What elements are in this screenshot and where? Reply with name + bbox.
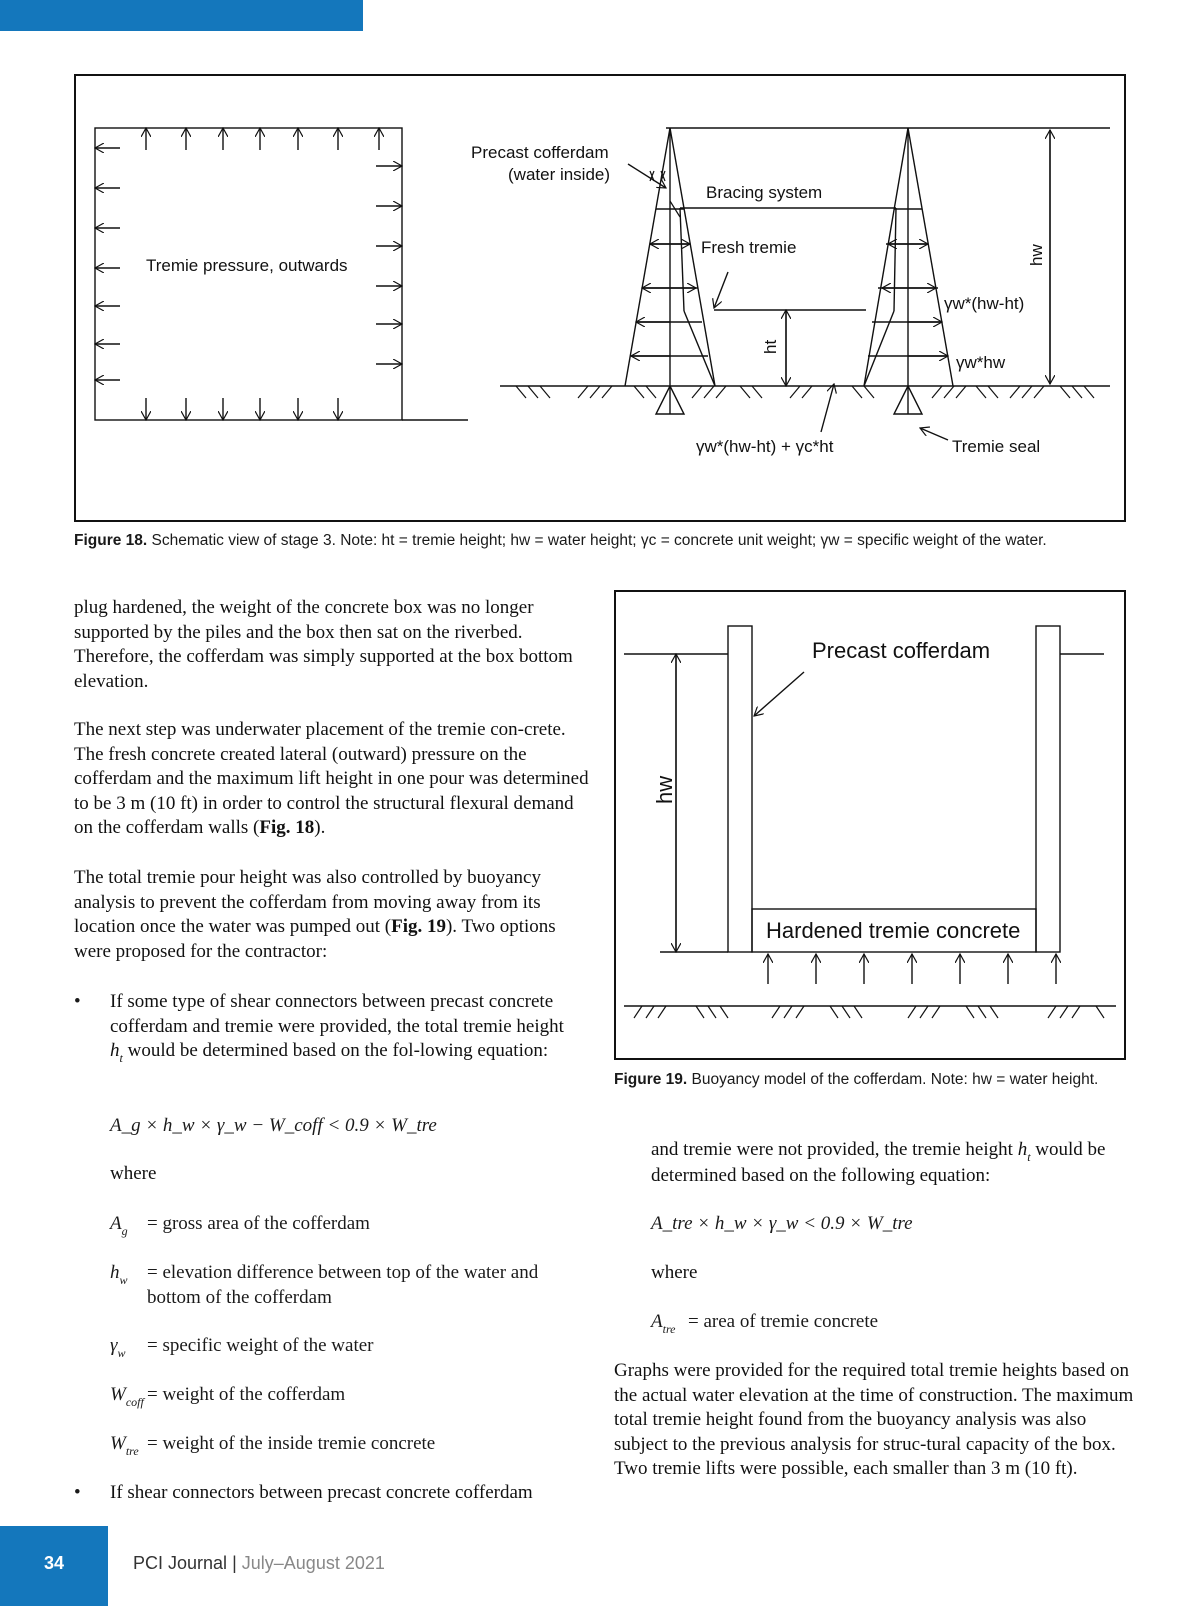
bullet-1-text: If some type of shear connectors between precast concrete cofferdam and tremie were provided, the total tremie height $h_t$ would be determined based on the fol-lowing equation: [110, 991, 564, 1066]
fresh-tremie-leader [714, 272, 728, 308]
label-bracing: Bracing system [706, 183, 823, 202]
label-tremie-seal: Tremie seal [952, 437, 1041, 456]
col2-paragraph-2: Graphs were provided for the required total tremie heights based on the actual water elevation at the time of construction. The maximum total tremie height found from the buoyancy analysis was also subject to the previous analysis for struc-tural capacity of the box. Two tremie lifts were possible, each smaller than 3 m (10 ft). [614, 1360, 1134, 1480]
label-precast-2: (water inside) [508, 165, 611, 184]
fig19-label-hw: hw [652, 775, 677, 804]
fig18-ref[interactable]: Fig. 18 [259, 817, 315, 839]
bullet-dot-2: • [74, 1482, 81, 1503]
where-1: where [110, 1163, 157, 1184]
figure-18-caption-label: Figure 18. [74, 532, 148, 549]
precast-leader [628, 164, 666, 188]
page-number: 34 [43, 1553, 65, 1573]
figure-18 [74, 74, 1126, 522]
figure-18-caption-text: Schematic view of stage 3. Note: ht = tremie height; hw = water height; γc = concrete unit weight; γw = specific weight of the water. [151, 532, 1047, 549]
where-2: where [651, 1262, 698, 1283]
paragraph-1: plug hardened, the weight of the concrete box was no longer supported by the piles and the box then sat on the riverbed. Therefore, the cofferdam was simply supported at the box bottom elevation. [74, 597, 573, 692]
tremie-seal-leader [920, 428, 948, 440]
top-accent-bar [0, 0, 363, 31]
left-x-marks [650, 171, 680, 217]
label-ht: ht [761, 339, 780, 354]
bottom-pressure-arrows [146, 398, 338, 420]
figure-19-caption-label: Figure 19. [614, 1071, 688, 1088]
fig19-label-precast: Precast cofferdam [812, 638, 991, 663]
label-gw-hw: γw*hw [956, 353, 1006, 372]
issue-date: July–August 2021 [241, 1553, 385, 1573]
left-frame-arrows [631, 244, 696, 356]
journal-name: PCI Journal [133, 1553, 228, 1573]
figure-19-caption [614, 1070, 1134, 1090]
left-wall [728, 626, 752, 952]
label-gw-hw-ht: γw*(hw-ht) [944, 294, 1025, 313]
right-pressure-arrows [376, 166, 402, 364]
equation-2: A_tre × h_w × γ_w < 0.9 × W_tre [651, 1213, 913, 1234]
journal-footer [133, 1553, 385, 1574]
right-cofferdam-frame [864, 128, 953, 414]
paragraph-3: The total tremie pour height was also controlled by buoyancy analysis to prevent the cofferdam from moving away from its location once the water was pumped out (Fig. 19). Two options were proposed for the contractor: [74, 867, 556, 962]
label-tremie-pressure: Tremie pressure, outwards [146, 256, 348, 275]
label-fresh-tremie: Fresh tremie [701, 238, 797, 257]
label-hw: hw [1027, 244, 1046, 266]
figure-18-caption [74, 531, 1134, 551]
figure-19 [614, 590, 1126, 1060]
paragraph-2: The next step was underwater placement of the tremie con-crete. The fresh concrete created lateral (outward) pressure on the cofferdam and the maximum lift height in one pour was determined to be 3 m (10 ft) in order to control the structural flexural demand on the cofferdam walls (Fig. 18). [74, 719, 589, 839]
left-pressure-arrows [95, 148, 120, 380]
right-wall [1036, 626, 1060, 952]
equation-1: A_g × h_w × γ_w − W_coff < 0.9 × W_tre [110, 1115, 437, 1136]
fig19-label-hardened: Hardened tremie concrete [766, 918, 1021, 943]
bullet-2-text: If shear connectors between precast concrete cofferdam [110, 1482, 533, 1503]
bullet-dot-1: • [74, 991, 81, 1012]
footer-separator: | [232, 1553, 237, 1573]
ground-hatch [516, 386, 1094, 398]
fig19-ref[interactable]: Fig. 19 [391, 916, 446, 938]
top-pressure-arrows [146, 128, 379, 150]
figure-18-diagram [76, 76, 1124, 520]
label-precast-1: Precast cofferdam [471, 143, 609, 162]
uplift-arrows [768, 954, 1056, 984]
figure-19-diagram [616, 592, 1124, 1058]
bottom-eq-leader [821, 384, 834, 432]
col2-paragraph-1: and tremie were not provided, the tremie height $h_t$ would be determined based on the following equation: [651, 1139, 1106, 1186]
figure-19-caption-text: Buoyancy model of the cofferdam. Note: hw = water height. [691, 1071, 1099, 1088]
label-bottom-eq: γw*(hw-ht) + γc*ht [696, 437, 834, 456]
